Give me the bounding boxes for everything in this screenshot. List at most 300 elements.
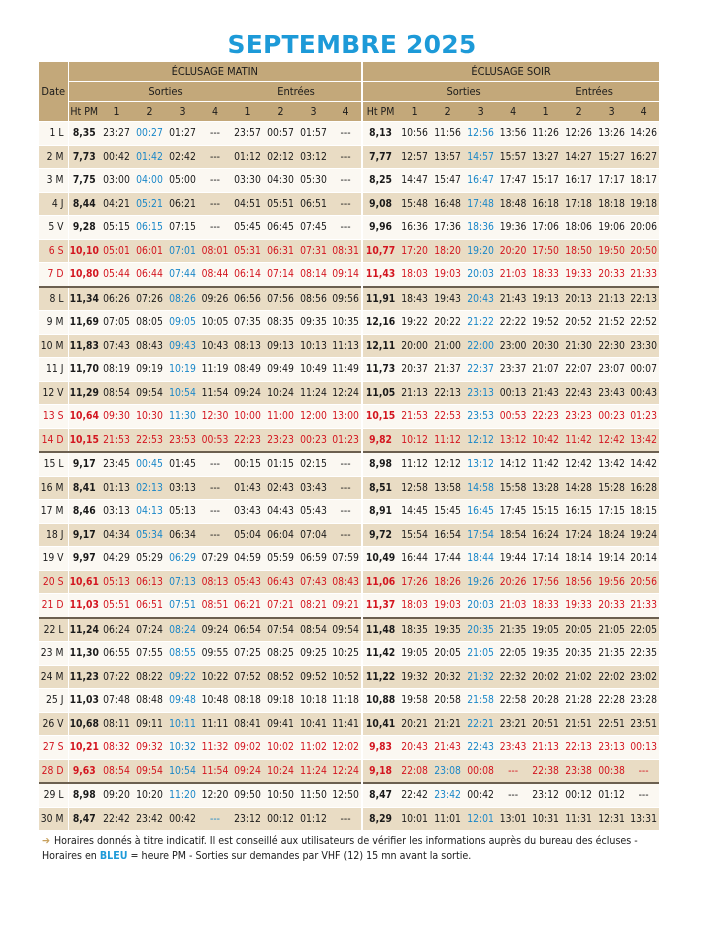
table-row [39, 311, 659, 335]
time-cell: 20:14 [628, 547, 659, 571]
time-cell: 06:24 [100, 618, 133, 642]
tide-height-cell: 10,21 [68, 736, 100, 760]
time-cell: 17:15 [595, 500, 628, 524]
time-cell: 10:41 [297, 712, 330, 736]
time-cell: 15:54 [398, 523, 431, 547]
time-cell: 11:00 [264, 405, 297, 429]
time-cell: 21:13 [529, 736, 562, 760]
time-cell: 04:13 [133, 500, 166, 524]
time-cell: 10:48 [199, 689, 231, 713]
time-cell: 11:24 [297, 759, 330, 783]
time-cell: 08:01 [199, 239, 231, 263]
time-cell: 00:13 [497, 381, 529, 405]
time-cell: 21:13 [595, 287, 628, 311]
time-cell: 15:45 [431, 500, 464, 524]
time-cell: 06:14 [231, 263, 264, 287]
time-cell: 05:31 [231, 239, 264, 263]
date-cell: 11 J [39, 358, 68, 382]
tide-height-cell: 12,16 [362, 311, 398, 335]
time-cell: 16:54 [431, 523, 464, 547]
time-cell: 07:45 [297, 216, 330, 240]
time-cell: 19:26 [464, 570, 497, 594]
time-cell: 21:05 [595, 618, 628, 642]
time-cell: 20:26 [497, 570, 529, 594]
time-cell: --- [628, 759, 659, 783]
time-cell: 00:42 [464, 783, 497, 807]
col-num: 3 [297, 102, 330, 122]
time-cell: 01:15 [264, 452, 297, 476]
tide-height-cell: 11,29 [68, 381, 100, 405]
time-cell: 09:55 [199, 642, 231, 666]
time-cell: 13:57 [431, 145, 464, 169]
time-cell: 08:18 [231, 689, 264, 713]
time-cell: 20:02 [529, 665, 562, 689]
time-cell: 11:54 [199, 759, 231, 783]
time-cell: 23:43 [497, 736, 529, 760]
col-num: 3 [595, 102, 628, 122]
table-row [39, 642, 659, 666]
time-cell: 01:13 [100, 476, 133, 500]
table-row [39, 736, 659, 760]
time-cell: 07:24 [133, 618, 166, 642]
time-cell: 10:43 [199, 334, 231, 358]
time-cell: 06:54 [231, 618, 264, 642]
lock-schedule-table [39, 62, 659, 831]
time-cell: 20:06 [628, 216, 659, 240]
time-cell: 13:00 [330, 405, 362, 429]
time-cell: 01:27 [166, 122, 199, 146]
time-cell: 10:50 [264, 783, 297, 807]
time-cell: 11:18 [330, 689, 362, 713]
time-cell: 08:31 [330, 239, 362, 263]
time-cell: 00:15 [231, 452, 264, 476]
time-cell: --- [330, 807, 362, 831]
time-cell: 08:14 [297, 263, 330, 287]
time-cell: 10:11 [166, 712, 199, 736]
time-cell: 22:23 [231, 428, 264, 452]
time-cell: 11:50 [297, 783, 330, 807]
time-cell: 22:30 [595, 334, 628, 358]
time-cell: 11:41 [330, 712, 362, 736]
time-cell: 23:30 [628, 334, 659, 358]
table-row [39, 452, 659, 476]
time-cell: 20:05 [562, 618, 595, 642]
time-cell: 17:56 [529, 570, 562, 594]
tide-height-cell: 8,47 [68, 807, 100, 831]
time-cell: 00:08 [464, 759, 497, 783]
time-cell: 21:43 [497, 287, 529, 311]
date-cell: 28 D [39, 759, 68, 783]
tide-height-cell: 7,77 [362, 145, 398, 169]
time-cell: 01:43 [231, 476, 264, 500]
time-cell: 07:22 [100, 665, 133, 689]
matin-entrees-header: Entrées [231, 82, 362, 102]
time-cell: 05:21 [133, 192, 166, 216]
time-cell: 23:37 [497, 358, 529, 382]
time-cell: 22:58 [497, 689, 529, 713]
time-cell: 09:54 [133, 381, 166, 405]
time-cell: 08:54 [100, 759, 133, 783]
time-cell: 18:56 [562, 570, 595, 594]
time-cell: 22:28 [595, 689, 628, 713]
time-cell: 20:28 [529, 689, 562, 713]
time-cell: 18:18 [595, 192, 628, 216]
time-cell: 05:45 [231, 216, 264, 240]
time-cell: 09:49 [264, 358, 297, 382]
time-cell: 18:36 [464, 216, 497, 240]
time-cell: --- [199, 216, 231, 240]
date-cell: 12 V [39, 381, 68, 405]
time-cell: 00:07 [628, 358, 659, 382]
table-row [39, 547, 659, 571]
time-cell: 22:35 [628, 642, 659, 666]
time-cell: 11:12 [431, 428, 464, 452]
time-cell: 18:54 [497, 523, 529, 547]
time-cell: 22:53 [133, 428, 166, 452]
time-cell: 05:01 [100, 239, 133, 263]
time-cell: --- [199, 476, 231, 500]
time-cell: 09:41 [264, 712, 297, 736]
tide-height-cell: 7,73 [68, 145, 100, 169]
col-num: 1 [100, 102, 133, 122]
time-cell: 06:01 [133, 239, 166, 263]
time-cell: 07:04 [297, 523, 330, 547]
time-cell: 11:20 [166, 783, 199, 807]
time-cell: 18:50 [562, 239, 595, 263]
time-cell: 23:53 [166, 428, 199, 452]
time-cell: 15:58 [497, 476, 529, 500]
tide-height-cell: 8,29 [362, 807, 398, 831]
time-cell: 10:42 [529, 428, 562, 452]
time-cell: 12:57 [398, 145, 431, 169]
time-cell: 04:21 [100, 192, 133, 216]
time-cell: 17:17 [595, 169, 628, 193]
time-cell: 13:56 [497, 122, 529, 146]
time-cell: 06:13 [133, 570, 166, 594]
table-row [39, 523, 659, 547]
tide-height-cell: 11,42 [362, 642, 398, 666]
date-cell: 16 M [39, 476, 68, 500]
tide-height-cell: 10,80 [68, 263, 100, 287]
time-cell: 21:33 [628, 594, 659, 618]
time-cell: 01:12 [297, 807, 330, 831]
time-cell: 15:17 [529, 169, 562, 193]
time-cell: 17:36 [431, 216, 464, 240]
table-row [39, 618, 659, 642]
time-cell: 10:54 [166, 759, 199, 783]
tide-height-cell: 10,41 [362, 712, 398, 736]
time-cell: 05:29 [133, 547, 166, 571]
date-cell: 8 L [39, 287, 68, 311]
time-cell: 20:33 [595, 263, 628, 287]
time-cell: --- [199, 145, 231, 169]
time-cell: 23:12 [529, 783, 562, 807]
col-num: 4 [628, 102, 659, 122]
time-cell: 20:43 [398, 736, 431, 760]
time-cell: 09:50 [231, 783, 264, 807]
time-cell: 12:26 [562, 122, 595, 146]
time-cell: 08:44 [199, 263, 231, 287]
time-cell: 14:45 [398, 500, 431, 524]
time-cell: 15:15 [529, 500, 562, 524]
time-cell: --- [199, 169, 231, 193]
time-cell: 19:24 [628, 523, 659, 547]
tide-height-cell: 9,18 [362, 759, 398, 783]
time-cell: 00:43 [628, 381, 659, 405]
arrow-icon: ➔ [42, 835, 50, 847]
time-cell: 08:26 [166, 287, 199, 311]
time-cell: 12:12 [431, 452, 464, 476]
time-cell: 00:42 [166, 807, 199, 831]
time-cell: 22:13 [431, 381, 464, 405]
page-title: SEPTEMBRE 2025 [227, 30, 477, 59]
tide-height-cell: 8,44 [68, 192, 100, 216]
time-cell: 10:24 [264, 381, 297, 405]
time-cell: 12:02 [330, 736, 362, 760]
time-cell: 08:43 [133, 334, 166, 358]
time-cell: 22:13 [562, 736, 595, 760]
time-cell: 21:21 [431, 712, 464, 736]
time-cell: 00:42 [100, 145, 133, 169]
time-cell: 07:43 [297, 570, 330, 594]
date-cell: 9 M [39, 311, 68, 335]
time-cell: 06:29 [166, 547, 199, 571]
time-cell: 08:43 [330, 570, 362, 594]
time-cell: 12:42 [595, 428, 628, 452]
time-cell: 23:38 [562, 759, 595, 783]
time-cell: 12:50 [330, 783, 362, 807]
time-cell: --- [199, 452, 231, 476]
col-num: 3 [464, 102, 497, 122]
time-cell: 09:14 [330, 263, 362, 287]
table-row [39, 239, 659, 263]
tide-height-cell: 9,82 [362, 428, 398, 452]
time-cell: 19:03 [431, 594, 464, 618]
time-cell: 03:12 [297, 145, 330, 169]
time-cell: 17:06 [529, 216, 562, 240]
time-cell: 07:59 [330, 547, 362, 571]
time-cell: 12:56 [464, 122, 497, 146]
time-cell: 22:42 [100, 807, 133, 831]
footnote [42, 834, 667, 864]
time-cell: 21:53 [100, 428, 133, 452]
date-cell: 14 D [39, 428, 68, 452]
time-cell: 11:30 [166, 405, 199, 429]
date-cell: 5 V [39, 216, 68, 240]
col-num: 4 [199, 102, 231, 122]
table-row [39, 287, 659, 311]
time-cell: 10:24 [264, 759, 297, 783]
time-cell: 23:42 [133, 807, 166, 831]
time-cell: 21:22 [464, 311, 497, 335]
time-cell: 22:02 [595, 665, 628, 689]
time-cell: 04:29 [100, 547, 133, 571]
time-cell: 13:42 [595, 452, 628, 476]
table-row [39, 759, 659, 783]
time-cell: 06:04 [264, 523, 297, 547]
time-cell: --- [497, 783, 529, 807]
tide-height-cell: 10,64 [68, 405, 100, 429]
time-cell: 09:35 [297, 311, 330, 335]
time-cell: 06:21 [231, 594, 264, 618]
time-cell: --- [199, 122, 231, 146]
time-cell: 09:24 [199, 618, 231, 642]
time-cell: 17:50 [529, 239, 562, 263]
time-cell: 09:48 [166, 689, 199, 713]
time-cell: 04:00 [133, 169, 166, 193]
time-cell: 04:59 [231, 547, 264, 571]
time-cell: 10:01 [398, 807, 431, 831]
time-cell: 22:00 [464, 334, 497, 358]
tide-height-cell: 8,46 [68, 500, 100, 524]
footnote-bleu: BLEU [99, 850, 128, 862]
time-cell: 22:22 [497, 311, 529, 335]
time-cell: 13:27 [529, 145, 562, 169]
time-cell: 19:35 [529, 642, 562, 666]
time-cell: 21:13 [398, 381, 431, 405]
tide-height-cell: 11,06 [362, 570, 398, 594]
time-cell: 21:03 [497, 263, 529, 287]
time-cell: 07:56 [264, 287, 297, 311]
time-cell: 03:43 [297, 476, 330, 500]
time-cell: 13:12 [464, 452, 497, 476]
time-cell: 12:12 [464, 428, 497, 452]
tide-height-cell: 12,11 [362, 334, 398, 358]
time-cell: 07:52 [231, 665, 264, 689]
time-cell: 17:26 [398, 570, 431, 594]
time-cell: 14:28 [562, 476, 595, 500]
time-cell: 19:33 [562, 263, 595, 287]
time-cell: 08:54 [297, 618, 330, 642]
table-row [39, 405, 659, 429]
tide-height-cell: 10,15 [68, 428, 100, 452]
time-cell: 19:13 [529, 287, 562, 311]
time-cell: 08:32 [100, 736, 133, 760]
time-cell: 20:32 [431, 665, 464, 689]
time-cell: 06:34 [166, 523, 199, 547]
time-cell: 17:14 [529, 547, 562, 571]
table-row [39, 428, 659, 452]
table-row [39, 500, 659, 524]
tide-height-cell: 11,30 [68, 642, 100, 666]
table-row [39, 263, 659, 287]
time-cell: 06:59 [297, 547, 330, 571]
time-cell: 21:37 [431, 358, 464, 382]
date-cell: 26 V [39, 712, 68, 736]
time-cell: 20:21 [398, 712, 431, 736]
time-cell: 19:58 [398, 689, 431, 713]
time-cell: 20:35 [464, 618, 497, 642]
time-cell: 09:30 [100, 405, 133, 429]
time-cell: 22:05 [628, 618, 659, 642]
time-cell: 22:37 [464, 358, 497, 382]
time-cell: 13:28 [529, 476, 562, 500]
time-cell: 10:54 [166, 381, 199, 405]
time-cell: 16:47 [464, 169, 497, 193]
time-cell: 20:20 [497, 239, 529, 263]
time-cell: 20:50 [628, 239, 659, 263]
time-cell: 17:54 [464, 523, 497, 547]
time-cell: --- [330, 523, 362, 547]
time-cell: 09:22 [166, 665, 199, 689]
date-cell: 29 L [39, 783, 68, 807]
time-cell: 21:35 [595, 642, 628, 666]
time-cell: 16:24 [529, 523, 562, 547]
date-cell: 22 L [39, 618, 68, 642]
time-cell: 09:05 [166, 311, 199, 335]
time-cell: 20:22 [431, 311, 464, 335]
time-cell: 08:41 [231, 712, 264, 736]
time-cell: 19:14 [595, 547, 628, 571]
time-cell: 05:51 [100, 594, 133, 618]
table-row [39, 122, 659, 146]
time-cell: 16:28 [628, 476, 659, 500]
time-cell: 07:05 [100, 311, 133, 335]
time-cell: 11:42 [529, 452, 562, 476]
time-cell: 12:24 [330, 759, 362, 783]
time-cell: 08:55 [166, 642, 199, 666]
time-cell: 23:57 [231, 122, 264, 146]
time-cell: 20:30 [529, 334, 562, 358]
date-cell: 3 M [39, 169, 68, 193]
time-cell: 10:32 [166, 736, 199, 760]
time-cell: 01:12 [595, 783, 628, 807]
table-row [39, 594, 659, 618]
tide-height-cell: 7,75 [68, 169, 100, 193]
tide-height-cell: 9,97 [68, 547, 100, 571]
time-cell: 11:19 [199, 358, 231, 382]
time-cell: 20:37 [398, 358, 431, 382]
time-cell: 11:01 [431, 807, 464, 831]
time-cell: 12:01 [464, 807, 497, 831]
time-cell: 20:05 [431, 642, 464, 666]
time-cell: 13:58 [431, 476, 464, 500]
tide-height-cell: 9,28 [68, 216, 100, 240]
time-cell: 14:58 [464, 476, 497, 500]
time-cell: 10:12 [398, 428, 431, 452]
time-cell: 17:44 [431, 547, 464, 571]
time-cell: 23:07 [595, 358, 628, 382]
time-cell: 22:52 [628, 311, 659, 335]
time-cell: 07:14 [264, 263, 297, 287]
col-num: 1 [398, 102, 431, 122]
time-cell: 06:56 [231, 287, 264, 311]
time-cell: 21:35 [497, 618, 529, 642]
time-cell: 10:18 [297, 689, 330, 713]
time-cell: 22:51 [595, 712, 628, 736]
time-cell: 10:05 [199, 311, 231, 335]
time-cell: 21:02 [562, 665, 595, 689]
tide-height-cell: 11,83 [68, 334, 100, 358]
time-cell: 01:23 [628, 405, 659, 429]
time-cell: 01:45 [166, 452, 199, 476]
soir-entrees-header: Entrées [529, 82, 659, 102]
time-cell: 17:48 [464, 192, 497, 216]
time-cell: 07:55 [133, 642, 166, 666]
time-cell: 20:43 [464, 287, 497, 311]
time-cell: 09:21 [330, 594, 362, 618]
time-cell: 13:31 [628, 807, 659, 831]
footnote-text-1: Horaires donnés à titre indicatif. Il est conseillé aux utilisateurs de vérifier les informations auprès du bureau des écluses - Horaires en [42, 835, 638, 862]
time-cell: 11:31 [562, 807, 595, 831]
time-cell: 07:51 [166, 594, 199, 618]
time-cell: 01:42 [133, 145, 166, 169]
table-row [39, 192, 659, 216]
tide-height-cell: 8,41 [68, 476, 100, 500]
time-cell: 16:48 [431, 192, 464, 216]
time-cell: 12:20 [199, 783, 231, 807]
time-cell: 05:30 [297, 169, 330, 193]
